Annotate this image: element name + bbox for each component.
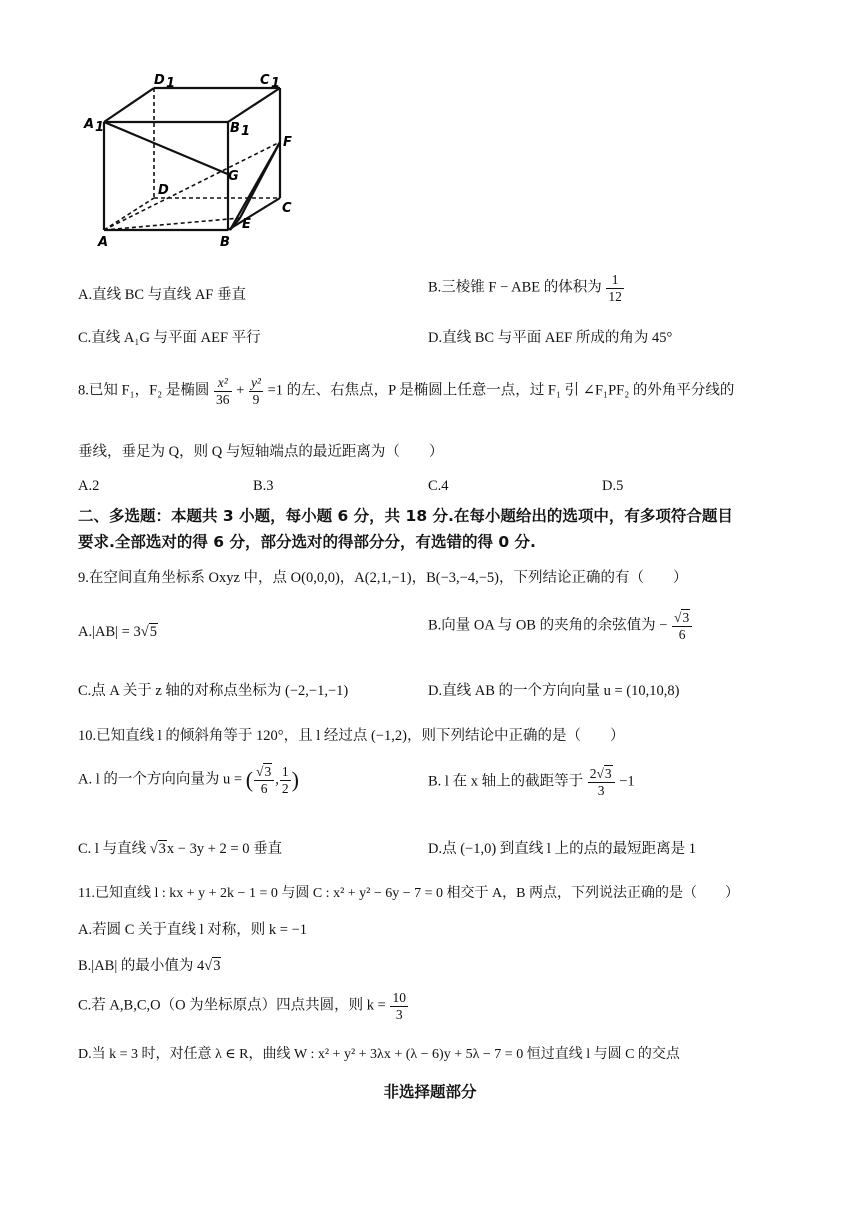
fraction-denominator: 12 <box>608 288 622 304</box>
fraction-numerator: 1 <box>281 764 289 779</box>
radicand: 5 <box>149 624 157 640</box>
q8-stem-post: =1 的左、右焦点，P 是椭圆上任意一点，过 F₁ 引 ∠F₁PF₂ 的外角平分线的 <box>267 382 735 399</box>
q7-option-b-fraction <box>606 272 624 304</box>
q10-option-b-fraction <box>588 766 615 798</box>
q7-option-c[interactable]: C.直线 A₁G 与平面 AEF 平行 <box>78 330 261 346</box>
label-a1: A <box>84 117 95 132</box>
q11-option-c-fraction <box>390 990 408 1022</box>
q7-option-a[interactable]: A.直线 BC 与直线 AF 垂直 <box>78 287 246 303</box>
q9-option-b-text: B.向量 OA 与 OB 的夹角的余弦值为 − <box>428 617 668 634</box>
label-c1-sub: 1 <box>271 76 281 91</box>
label-c1: C <box>260 73 270 88</box>
fraction-numerator: 10 <box>392 990 406 1005</box>
fraction-numerator: √3 <box>254 764 274 781</box>
label-b: B <box>220 235 230 250</box>
q9-option-b-fraction <box>672 610 692 642</box>
section2-heading-line1: 二、多选题：本题共 3 小题，每小题 6 分，共 18 分.在每小题给出的选项中，有多项符合题目 <box>78 507 733 525</box>
q10-option-a-fraction-2 <box>280 764 291 796</box>
cube-figure <box>80 70 300 250</box>
q10-option-b-text: B. l 在 x 轴上的截距等于 <box>428 773 584 790</box>
q11-option-b[interactable]: B.|AB| 的最小值为 4√3 <box>78 958 221 974</box>
q8-stem-line2: 垂线，垂足为 Q，则 Q 与短轴端点的最近距离为（ ） <box>78 444 444 460</box>
fraction-numerator: 1 <box>606 272 624 289</box>
q9-option-c[interactable]: C.点 A 关于 z 轴的对称点坐标为 (−2,−1,−1) <box>78 683 349 699</box>
q10-stem: 10.已知直线 l 的倾斜角等于 120°，且 l 经过点 (−1,2)，则下列结论中正确的是（ ） <box>78 728 625 744</box>
fraction-denominator: 6 <box>678 626 686 642</box>
q10-option-b[interactable] <box>428 766 635 798</box>
fraction-denominator: 36 <box>216 391 230 407</box>
q11-stem: 11.已知直线 l : kx + y + 2k − 1 = 0 与圆 C : x² + y² − 6y − 7 = 0 相交于 A，B 两点，下列说法正确的是（ ） <box>78 886 739 901</box>
q10-option-d[interactable]: D.点 (−1,0) 到直线 l 上的点的最短距离是 1 <box>428 841 696 857</box>
fraction-numerator: √3 <box>672 610 692 627</box>
label-c: C <box>282 201 292 216</box>
q7-option-b[interactable] <box>428 272 625 304</box>
q10-option-c-text: C. l 与直线 <box>78 841 147 857</box>
q8-option-d[interactable]: D.5 <box>602 478 624 494</box>
label-d: D <box>158 183 169 198</box>
label-a1-sub: 1 <box>95 120 105 135</box>
fraction-numerator: 2√3 <box>588 766 615 783</box>
q10-option-a-fraction-1 <box>254 764 274 796</box>
non-choice-section-heading: 非选择题部分 <box>383 1083 477 1101</box>
label-a: A <box>98 235 109 250</box>
q9-option-b[interactable] <box>428 610 693 642</box>
q8-option-c[interactable]: C.4 <box>428 478 449 494</box>
label-b1-sub: 1 <box>241 124 251 139</box>
q11-option-b-text: B.|AB| 的最小值为 4 <box>78 958 205 974</box>
q10-option-b-post: −1 <box>619 773 635 790</box>
q10-option-c-post: x − 3y + 2 = 0 垂直 <box>166 841 283 857</box>
q9-option-a[interactable]: A.|AB| = 3√5 <box>78 624 157 640</box>
label-f: F <box>283 135 292 150</box>
radicand: 3 <box>264 764 272 779</box>
q11-option-d[interactable]: D.当 k = 3 时，对任意 λ ∈ R，曲线 W : x² + y² + 3λx + (λ − 6)y + 5λ − 7 = 0 恒过直线 l 与圆 C 的交点 <box>78 1047 680 1062</box>
fraction-numerator: x² <box>214 375 232 392</box>
q8-fraction-2 <box>249 375 263 407</box>
section2-heading-line2: 要求.全部选对的得 6 分，部分选对的得部分分，有选错的得 0 分. <box>78 533 536 551</box>
q8-option-a[interactable]: A.2 <box>78 478 100 494</box>
radicand: 3 <box>213 958 221 974</box>
q9-stem: 9.在空间直角坐标系 Oxyz 中，点 O(0,0,0)，A(2,1,−1)，B(−3,−4,−5)，下列结论正确的有（ ） <box>78 570 688 586</box>
label-e: E <box>242 217 251 232</box>
q11-option-c-text: C.若 A,B,C,O（O 为坐标原点）四点共圆，则 k = <box>78 997 386 1014</box>
label-g: G <box>228 169 239 184</box>
fraction-denominator: 3 <box>395 1006 403 1022</box>
radicand: 3 <box>682 610 690 625</box>
radicand: 3 <box>158 841 166 857</box>
q7-option-b-text: B.三棱锥 F − ABE 的体积为 <box>428 279 602 296</box>
label-d1: D <box>154 73 165 88</box>
fraction-numerator: y² <box>250 375 261 390</box>
q9-option-d[interactable]: D.直线 AB 的一个方向向量 u = (10,10,8) <box>428 683 680 699</box>
q8-fraction-1 <box>214 375 232 407</box>
q9-option-a-text: A.|AB| = 3 <box>78 624 141 640</box>
label-d1-sub: 1 <box>166 76 176 91</box>
q10-option-c[interactable]: C. l 与直线 √3x − 3y + 2 = 0 垂直 <box>78 841 283 857</box>
q11-option-a[interactable]: A.若圆 C 关于直线 l 对称，则 k = −1 <box>78 922 308 938</box>
plus-sign: + <box>236 382 245 399</box>
radicand: 3 <box>604 766 612 781</box>
q8-stem-pre: 8.已知 F₁，F₂ 是椭圆 <box>78 382 210 399</box>
q8-stem-line1 <box>78 375 734 407</box>
q8-option-b[interactable]: B.3 <box>253 478 274 494</box>
q11-option-c[interactable] <box>78 990 409 1022</box>
q7-option-d[interactable]: D.直线 BC 与平面 AEF 所成的角为 45° <box>428 330 673 346</box>
fraction-denominator: 2 <box>281 780 289 796</box>
q10-option-a[interactable]: A. l 的一个方向向量为 u = ( $\frac{√3}{6}$ , $\frac{1}{2}$ ) <box>78 764 299 796</box>
label-b1: B <box>230 121 240 136</box>
fraction-denominator: 9 <box>252 391 260 407</box>
q10-option-a-text: A. l 的一个方向向量为 u = <box>78 771 243 788</box>
fraction-denominator: 6 <box>260 780 268 796</box>
fraction-denominator: 3 <box>597 782 605 798</box>
